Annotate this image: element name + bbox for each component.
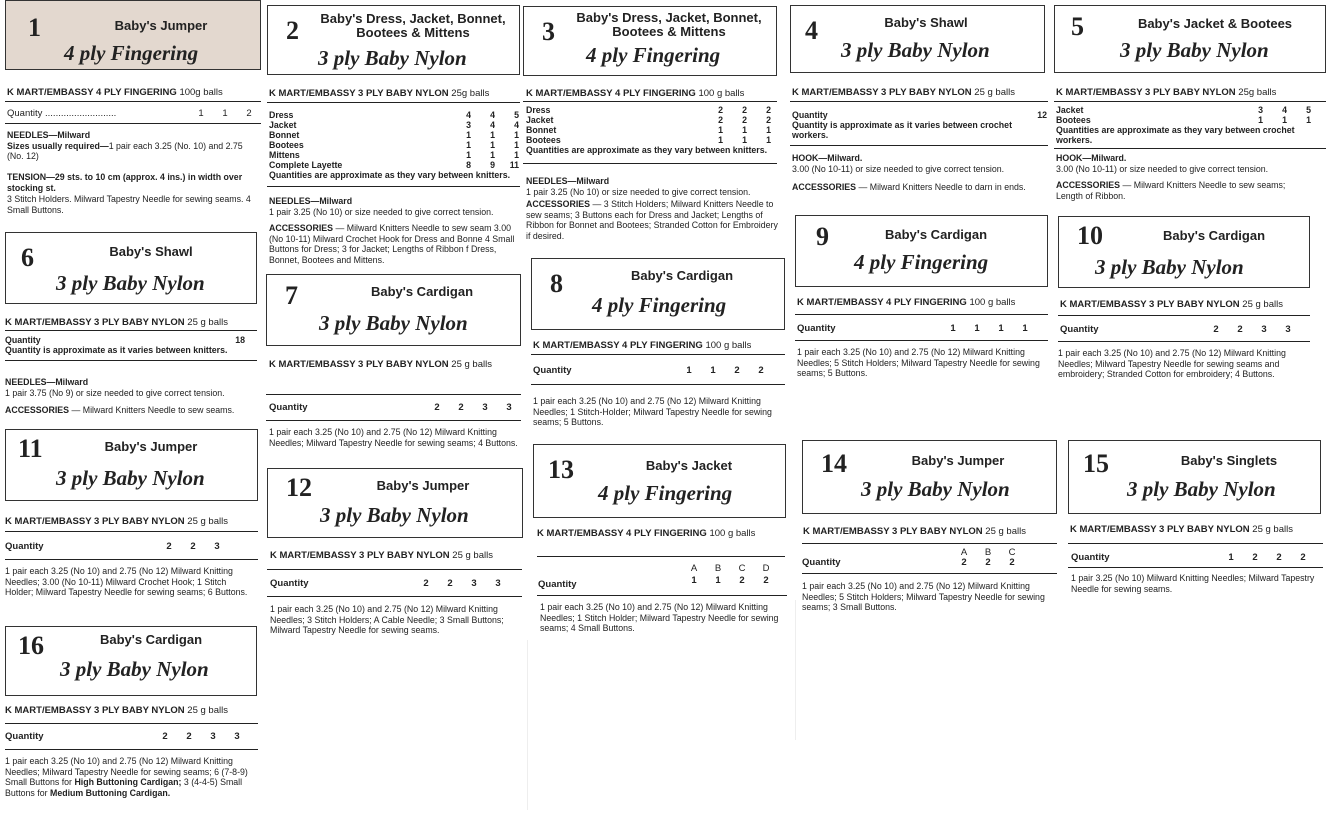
pattern-title: Baby's Shawl bbox=[884, 15, 968, 30]
accessories-info: ACCESSORIES — Milward Knitters Needle to sew seams. bbox=[5, 405, 235, 415]
table-row: Bonnet 1 1 1 bbox=[269, 130, 519, 140]
quantity-row: Quantity 2 2 3 bbox=[5, 541, 220, 552]
pattern-yarn-type: 4 ply Fingering bbox=[598, 481, 733, 505]
yarn-spec: K MART/EMBASSY 3 PLY BABY NYLON 25 g balls bbox=[5, 705, 228, 716]
quantity-row: Quantity 2 2 2 bbox=[802, 557, 1015, 568]
divider bbox=[537, 556, 785, 557]
quantity-row: Quantity 2 2 3 3 bbox=[269, 402, 512, 413]
yarn-spec: K MART/EMBASSY 3 PLY BABY NYLON 25 g balls bbox=[803, 526, 1026, 537]
pattern-15-header bbox=[1068, 440, 1321, 514]
accessories-info: 1 pair 3.25 (No 10) Milward Knitting Needles; Milward Tapestry Needle for sewing seams. bbox=[1071, 573, 1315, 594]
yarn-spec: K MART/EMBASSY 4 PLY FINGERING 100 g balls bbox=[797, 297, 1016, 308]
accessories-info: 1 pair each 3.25 (No 10) and 2.75 (No 12) Milward Knitting Needles; 5 Stitch Holders; Milward Tapestry Needle for sewing seams; 3 Small Buttons. bbox=[802, 581, 1045, 613]
pattern-yarn-type: 3 ply Baby Nylon bbox=[1095, 255, 1244, 279]
quantity-row: Quantity 1 1 2 2 bbox=[538, 575, 769, 590]
yarn-spec: K MART/EMBASSY 4 PLY FINGERING 100g balls bbox=[7, 87, 223, 98]
quantity-table bbox=[792, 110, 1047, 140]
pattern-yarn-type: 3 ply Baby Nylon bbox=[319, 311, 468, 335]
pattern-title: Baby's Jacket & Bootees bbox=[1137, 16, 1293, 31]
pattern-title: Baby's Cardigan bbox=[99, 632, 203, 647]
pattern-number: 15 bbox=[1083, 449, 1109, 478]
accessories-info: 1 pair each 3.25 (No 10) and 2.75 (No 12) Milward Knitting Needles; 1 Stitch-Holder; Milward Tapestry Needle for sewing seams; 5 Buttons. bbox=[533, 396, 772, 428]
pattern-number: 3 bbox=[542, 17, 555, 46]
table-row: Quantity 18 bbox=[5, 335, 245, 345]
pattern-number: 14 bbox=[821, 449, 847, 478]
pattern-number: 13 bbox=[548, 455, 574, 484]
pattern-16-header bbox=[5, 626, 257, 696]
quantity-row: Quantity 2 2 3 3 bbox=[270, 578, 501, 589]
divider bbox=[5, 360, 257, 361]
yarn-spec: K MART/EMBASSY 3 PLY BABY NYLON 25 g balls bbox=[792, 87, 1015, 98]
divider bbox=[5, 559, 258, 560]
quantity-note: Quantity is approximate as it varies between crochet workers. bbox=[792, 120, 1012, 140]
divider bbox=[1054, 148, 1326, 149]
pattern-title: Baby's Jacket bbox=[645, 458, 733, 473]
quantity-table bbox=[269, 110, 519, 180]
quantity-note: Quantity is approximate as it varies between knitters. bbox=[5, 345, 228, 355]
quantity-row: Quantity 2 2 3 3 bbox=[5, 731, 240, 742]
yarn-spec: K MART/EMBASSY 3 PLY BABY NYLON 25 g balls bbox=[1060, 299, 1283, 310]
divider bbox=[266, 394, 521, 395]
pattern-number: 7 bbox=[285, 281, 298, 310]
table-row: Jacket 3 4 5 bbox=[1056, 105, 1311, 115]
pattern-12-header bbox=[267, 468, 523, 538]
pattern-13-header bbox=[533, 444, 786, 518]
pattern-11-header bbox=[5, 429, 258, 501]
quantity-row: Quantity 1 1 1 1 bbox=[797, 323, 1028, 334]
divider bbox=[531, 354, 785, 355]
quantity-note: Quantities are approximate as they vary between crochet workers. bbox=[1056, 125, 1295, 145]
yarn-spec: K MART/EMBASSY 3 PLY BABY NYLON 25 g balls bbox=[269, 359, 492, 370]
yarn-spec: K MART/EMBASSY 3 PLY BABY NYLON 25g balls bbox=[269, 88, 490, 99]
pattern-number: 1 bbox=[28, 13, 41, 42]
quantity-row: Quantity ........................... 1 1 2 bbox=[7, 108, 252, 119]
quantity-table bbox=[5, 335, 245, 355]
pattern-2-header bbox=[267, 5, 520, 75]
divider bbox=[267, 569, 522, 570]
pattern-yarn-type: 3 ply Baby Nylon bbox=[56, 271, 205, 295]
pattern-yarn-type: 4 ply Fingering bbox=[592, 293, 727, 317]
pattern-9-header bbox=[795, 215, 1048, 287]
divider bbox=[531, 384, 785, 385]
divider bbox=[1068, 543, 1323, 544]
pattern-number: 5 bbox=[1071, 12, 1084, 41]
pattern-number: 4 bbox=[805, 16, 818, 45]
table-row: Complete Layette 8 9 11 bbox=[269, 160, 519, 170]
needles-info: NEEDLES—Milward 1 pair 3.25 (No 10) or size needed to give correct tension. bbox=[526, 176, 751, 197]
table-row: Bonnet 1 1 1 bbox=[526, 125, 771, 135]
quantity-row: Quantity 2 2 3 3 bbox=[1060, 324, 1291, 335]
yarn-spec: K MART/EMBASSY 4 PLY FINGERING 100 g balls bbox=[533, 340, 752, 351]
pattern-number: 12 bbox=[286, 473, 312, 502]
pattern-yarn-type: 3 ply Baby Nylon bbox=[60, 657, 209, 681]
yarn-spec: K MART/EMBASSY 3 PLY BABY NYLON 25 g balls bbox=[5, 317, 228, 328]
needles-info: NEEDLES—Milward 1 pair 3.25 (No 10) or size needed to give correct tension. bbox=[269, 196, 494, 217]
pattern-4-header bbox=[790, 5, 1045, 73]
pattern-yarn-type: 3 ply Baby Nylon bbox=[861, 477, 1010, 501]
size-header-row: A B C D bbox=[690, 563, 770, 574]
tension-info: TENSION—29 sts. to 10 cm (approx. 4 ins.) in width over stocking st. bbox=[7, 172, 243, 193]
table-row: Bootees 1 1 1 bbox=[1056, 115, 1311, 125]
pattern-title: Baby's Singlets bbox=[1180, 453, 1278, 468]
yarn-spec: K MART/EMBASSY 4 PLY FINGERING 100 g balls bbox=[537, 528, 756, 539]
divider bbox=[523, 101, 777, 102]
column-divider bbox=[795, 600, 796, 740]
pattern-title: Baby's Dress, Jacket, Bonnet, Bootees & Mittens bbox=[576, 10, 762, 39]
hook-info: HOOK—Milward. 3.00 (No 10-11) or size needed to give correct tension. bbox=[1056, 153, 1269, 174]
accessories-info: ACCESSORIES — Milward Knitters Needle to darn in ends. bbox=[792, 182, 1026, 192]
divider bbox=[267, 102, 520, 103]
column-divider bbox=[527, 640, 528, 810]
divider bbox=[5, 330, 257, 331]
needles-info: NEEDLES—Milward Sizes usually required—1 pair each 3.25 (No. 10) and 2.75 (No. 12) bbox=[7, 130, 243, 162]
divider bbox=[790, 101, 1048, 102]
pattern-number: 10 bbox=[1077, 221, 1103, 250]
table-row: Jacket 3 4 4 bbox=[269, 120, 519, 130]
divider bbox=[5, 123, 261, 124]
yarn-spec: K MART/EMBASSY 3 PLY BABY NYLON 25 g balls bbox=[270, 550, 493, 561]
divider bbox=[790, 145, 1048, 146]
pattern-title: Baby's Cardigan bbox=[370, 284, 474, 299]
table-row: Dress 4 4 5 bbox=[269, 110, 519, 120]
accessories-info: ACCESSORIES — Milward Knitters Needle to sew seams; Length of Ribbon. bbox=[1056, 180, 1286, 201]
pattern-3-header bbox=[523, 6, 777, 76]
table-row: Bootees 1 1 1 bbox=[526, 135, 771, 145]
yarn-spec: K MART/EMBASSY 3 PLY BABY NYLON 25 g balls bbox=[5, 516, 228, 527]
accessories-info: 1 pair each 3.25 (No 10) and 2.75 (No 12) Milward Knitting Needles; 3 Stitch Holders; A Cable Needle; 3 Small Buttons; Milward Tapestry Needle for sewing seams. bbox=[270, 604, 504, 636]
divider bbox=[5, 723, 258, 724]
accessories-info: ACCESSORIES — Milward Knitters Needle to sew seam 3.00 (No 10-11) Milward Crochet Hook for Dress and Bonne 4 Small Buttons for Dress; 3 for Jacket; Lengths of Ribbon f Dress, Bonnet, Bootees and Mittens. bbox=[269, 223, 515, 265]
pattern-14-header bbox=[802, 440, 1057, 514]
accessories-info: ACCESSORIES — 3 Stitch Holders; Milward Knitters Needle to sew seams; 3 Buttons each for Dress and Jacket; Lengths of Ribbon for Bonnet and Bootees; Stranded Cotton for Embroidery if desired. bbox=[526, 199, 778, 241]
pattern-number: 6 bbox=[21, 243, 34, 272]
pattern-10-header bbox=[1058, 216, 1310, 288]
pattern-6-header bbox=[5, 232, 257, 304]
divider bbox=[1054, 101, 1326, 102]
quantity-row: Quantity 1 1 2 2 bbox=[533, 365, 764, 376]
pattern-title: Baby's Cardigan bbox=[1162, 228, 1266, 243]
pattern-title: Baby's Cardigan bbox=[884, 227, 988, 242]
table-row: Mittens 1 1 1 bbox=[269, 150, 519, 160]
quantity-table bbox=[526, 105, 771, 155]
pattern-title: Baby's Jumper bbox=[104, 439, 198, 454]
yarn-spec: K MART/EMBASSY 4 PLY FINGERING 100 g balls bbox=[526, 88, 745, 99]
pattern-8-header bbox=[531, 258, 785, 330]
pattern-yarn-type: 4 ply Fingering bbox=[586, 43, 721, 67]
pattern-yarn-type: 3 ply Baby Nylon bbox=[841, 38, 990, 62]
pattern-number: 9 bbox=[816, 222, 829, 251]
divider bbox=[802, 573, 1057, 574]
divider bbox=[537, 595, 787, 596]
hook-info: HOOK—Milward. 3.00 (No 10-11) or size needed to give correct tension. bbox=[792, 153, 1005, 174]
pattern-title: Baby's Cardigan bbox=[630, 268, 734, 283]
pattern-number: 8 bbox=[550, 269, 563, 298]
accessories-info: 1 pair each 3.25 (No 10) and 2.75 (No 12) Milward Knitting Needles; 3.00 (No 10-11) Milward Crochet Hook; 1 Stitch Holder; Milward Tapestry Needle for sewing seams; 6 Buttons. bbox=[5, 566, 248, 598]
pattern-title: Baby's Jumper bbox=[376, 478, 470, 493]
pattern-title: Baby's Shawl bbox=[109, 244, 193, 259]
divider bbox=[267, 596, 522, 597]
divider bbox=[5, 749, 258, 750]
pattern-yarn-type: 3 ply Baby Nylon bbox=[318, 46, 467, 70]
divider bbox=[795, 340, 1048, 341]
needles-info: NEEDLES—Milward 1 pair 3.75 (No 9) or size needed to give correct tension. bbox=[5, 377, 225, 398]
divider bbox=[266, 420, 521, 421]
quantity-table bbox=[1056, 105, 1311, 145]
table-row: Jacket 2 2 2 bbox=[526, 115, 771, 125]
divider bbox=[5, 101, 261, 102]
pattern-1-header bbox=[5, 0, 261, 70]
quantity-note: Quantities are approximate as they vary between knitters. bbox=[526, 145, 768, 155]
divider bbox=[1058, 315, 1310, 316]
divider bbox=[5, 531, 258, 532]
divider bbox=[795, 314, 1048, 315]
quantity-row: Quantity 1 2 2 2 bbox=[1071, 552, 1306, 563]
accessories-info: 1 pair each 3.25 (No 10) and 2.75 (No 12) Milward Knitting Needles; Milward Tapestry Needle for sewing seams; 4 Buttons. bbox=[269, 427, 518, 448]
table-row: Quantity 12 bbox=[792, 110, 1047, 120]
accessories-info: 1 pair each 3.25 (No 10) and 2.75 (No 12) Milward Knitting Needles; 5 Stitch Holders; Milward Tapestry Needle for sewing seams; 5 Buttons. bbox=[797, 347, 1040, 379]
divider bbox=[802, 543, 1057, 544]
pattern-yarn-type: 3 ply Baby Nylon bbox=[56, 466, 205, 490]
pattern-title: Baby's Dress, Jacket, Bonnet, Bootees & Mittens bbox=[320, 11, 506, 40]
accessories-info: 1 pair each 3.25 (No 10) and 2.75 (No 12) Milward Knitting Needles; 1 Stitch Holder; Milward Tapestry Needle for sewing seams; 4 Small Buttons. bbox=[540, 602, 779, 634]
pattern-yarn-type: 4 ply Fingering bbox=[854, 250, 989, 274]
divider bbox=[267, 186, 520, 187]
table-row: Bootees 1 1 1 bbox=[269, 140, 519, 150]
table-row: Dress 2 2 2 bbox=[526, 105, 771, 115]
pattern-7-header bbox=[266, 274, 521, 346]
accessories-info: 1 pair each 3.25 (No 10) and 2.75 (No 12) Milward Knitting Needles; Milward Tapestry Needle for sewing seams; 6 (7-8-9) Small Buttons for High Buttoning Cardigan; 3 (4-4-5) Small Buttons for Medium Buttoning Cardigan. bbox=[5, 756, 248, 798]
accessories-info: 1 pair each 3.25 (No 10) and 2.75 (No 12) Milward Knitting Needles; Milward Tapestry Needle for sewing seams and embroidery; Stranded Cotton for embroidery; 4 Buttons. bbox=[1058, 348, 1286, 380]
accessories-info: 3 Stitch Holders. Milward Tapestry Needle for sewing seams. 4 Small Buttons. bbox=[7, 194, 251, 215]
divider bbox=[1058, 341, 1310, 342]
quantity-note: Quantities are approximate as they vary between knitters. bbox=[269, 170, 511, 180]
pattern-number: 16 bbox=[18, 631, 44, 660]
pattern-yarn-type: 3 ply Baby Nylon bbox=[1127, 477, 1276, 501]
pattern-yarn-type: 3 ply Baby Nylon bbox=[1120, 38, 1269, 62]
size-header-row: A B C bbox=[960, 547, 1016, 558]
pattern-title: Baby's Jumper bbox=[911, 453, 1005, 468]
divider bbox=[523, 163, 777, 164]
pattern-number: 11 bbox=[18, 434, 43, 463]
pattern-yarn-type: 4 ply Fingering bbox=[64, 41, 199, 65]
pattern-5-header bbox=[1054, 5, 1326, 73]
divider bbox=[1068, 567, 1323, 568]
pattern-yarn-type: 3 ply Baby Nylon bbox=[320, 503, 469, 527]
pattern-number: 2 bbox=[286, 16, 299, 45]
pattern-title: Baby's Jumper bbox=[114, 18, 208, 33]
yarn-spec: K MART/EMBASSY 3 PLY BABY NYLON 25 g balls bbox=[1070, 524, 1293, 535]
yarn-spec: K MART/EMBASSY 3 PLY BABY NYLON 25g balls bbox=[1056, 87, 1277, 98]
